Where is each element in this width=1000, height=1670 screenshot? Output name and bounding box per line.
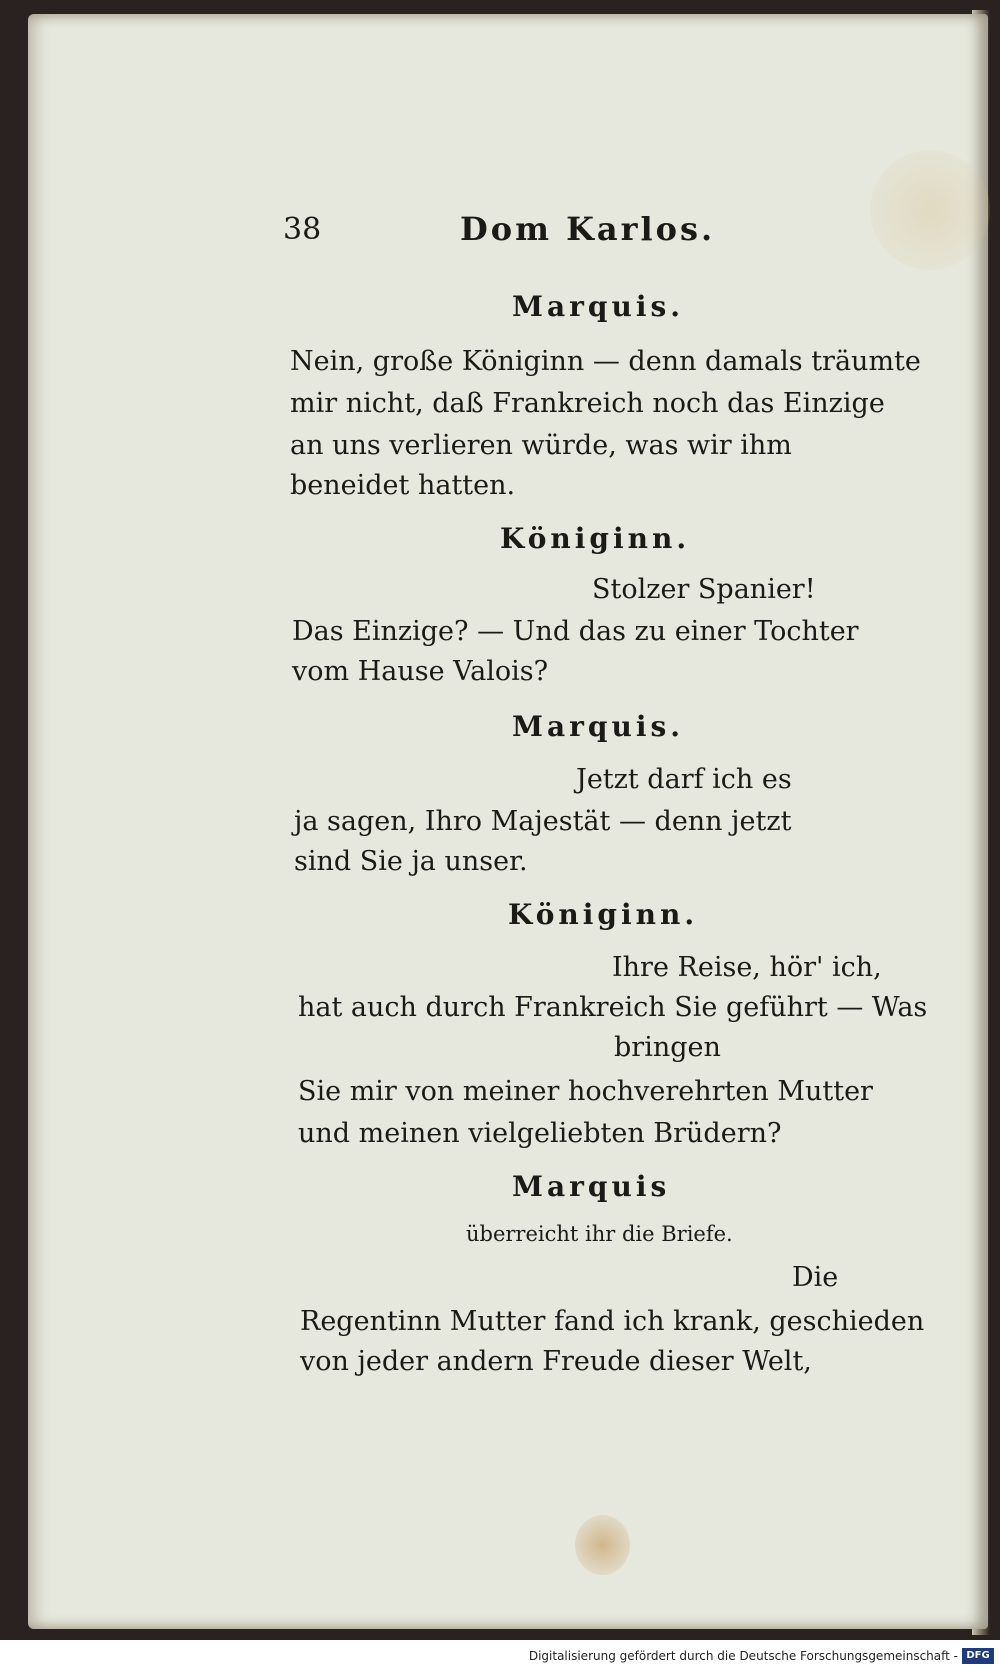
text-line: von jeder andern Freude dieser Welt, [300, 1346, 812, 1377]
funding-credit: Digitalisierung gefördert durch die Deutsche Forschungsgemeinschaft - [528, 1649, 958, 1663]
text-line: bringen [614, 1032, 721, 1063]
text-line: ja sagen, Ihro Majestät — denn jetzt [294, 806, 792, 837]
text-line: Die [792, 1262, 839, 1293]
text-line: Das Einzige? — Und das zu einer Tochter [292, 616, 859, 647]
page-number: 38 [283, 212, 322, 247]
text-line: hat auch durch Frankreich Sie geführt — Was [298, 992, 928, 1023]
paper-stain [870, 150, 990, 270]
text-line: und meinen vielgeliebten Brüdern? [298, 1118, 782, 1149]
speaker-name: Marquis. [512, 290, 684, 323]
text-line: an uns verlieren würde, was wir ihm [290, 430, 792, 461]
text-line: sind Sie ja unser. [294, 846, 528, 877]
text-line: mir nicht, daß Frankreich noch das Einzige [290, 388, 885, 419]
text-line: vom Hause Valois? [292, 656, 549, 687]
text-line: Jetzt darf ich es [576, 764, 792, 795]
text-line: beneidet hatten. [290, 470, 516, 501]
text-line: Sie mir von meiner hochverehrten Mutter [298, 1076, 873, 1107]
text-line: Stolzer Spanier! [592, 574, 816, 605]
paper-stain [575, 1515, 630, 1575]
speaker-name: Marquis [512, 1170, 671, 1203]
dfg-logo-icon: DFG [962, 1648, 994, 1664]
running-title: Dom Karlos. [460, 210, 716, 248]
text-line: Regentinn Mutter fand ich krank, geschieden [300, 1306, 925, 1337]
stage-direction: überreicht ihr die Briefe. [466, 1222, 733, 1246]
text-line: Nein, große Königinn — denn damals träumte [290, 346, 921, 377]
speaker-name: Königinn. [508, 898, 699, 931]
text-line: Ihre Reise, hör' ich, [612, 952, 882, 983]
speaker-name: Marquis. [512, 710, 684, 743]
speaker-name: Königinn. [500, 522, 691, 555]
footer-bar [0, 1642, 1000, 1670]
